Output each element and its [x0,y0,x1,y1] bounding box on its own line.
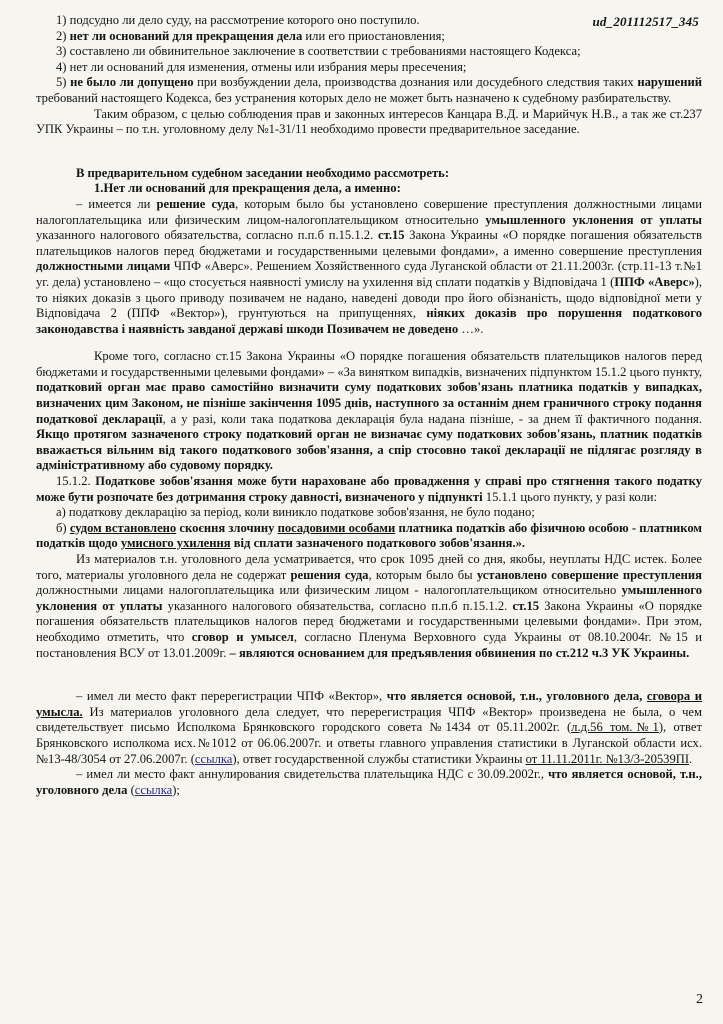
checklist-item-5: 5) не было ли допущено при возбуждении дела, производства дознания или досудебного следствия таких нарушений требований настоящего Кодекса, без устранения которых дело не может быть назначено к судебному разбирательству. [36,75,702,105]
section-heading: В предварительном судебном заседании необходимо рассмотреть: [76,165,450,180]
paragraph-reregistration: – имел ли место факт перерегистрации ЧПФ «Вектор», что является основой, т.н., уголовного дела, сговора и умысла. Из материалов уголовного дела следует, что перерегистрация ЧПФ «Вектор» произведена не была, о чем свидетельствует письмо Исполкома Брянковского городского совета №1434 от 05.11.2002г. (л.д.56 том.№1), ответ Брянковского исполкома исх.№1012 от 06.06.2007г. и ответы главного управления статистики в Луганской области исх.№13-48/3054 от 27.06.2007г. (ссылка), ответ государственной службы статистики Украины от 11.11.2011г. №13/3-20539ПІ. [36,689,702,766]
statistics-reference: от 11.11.2011г. №13/3-20539ПІ [525,751,690,766]
reference-link-2[interactable]: ссылка [134,782,173,797]
checklist-item-4: 4) нет ли оснований для изменения, отмены или избрания меры пресечения; [56,59,467,74]
paragraph-court-decision: – имеется ли решение суда, которым было бы установлено совершение преступления должностными лицами налогоплательщика или физическим лицом-налогоплательщиком относительно умышленного уклонения от уплаты указанного налогового обязательства, согласно п.п.б п.15.1.2. ст.15 Закона Украины «О порядке погашения обязательств плательщиков налогов перед бюджетами и государственными целевыми фондами», а именно совершение преступления должностными лицами ЧПФ «Аверс». Решением Хозяйственного суда Луганской области от 21.11.2003г. (стр.11-13 т.№1 уг. дела) установлено – «що стосується наявності умислу на ухилення від сплати податків у Відповідача 1 (ППФ «Аверс»), то ніяких доказів з цього приводу позивачем не надано, наведені доводи про його обізнаність, щодо відповідної мети у Відповідача 2 (ППФ «Вектор»), грунтуються на припущеннях, ніяких доказів про порушення податкового законодавства і наявність завданої державі шкоди Позивачем не доведено …». [36,196,702,336]
paragraph-case-materials: Из материалов т.н. уголовного дела усматривается, что срок 1095 дней со дня, якобы, неуплаты НДС истек. Более того, материалы уголовного дела не содержат решения суда, которым было бы установлено совершение преступления должностными лицами налогоплательщика или физическим лицом - налогоплательщиком относительно умышленного уклонения от уплаты указанного налогового обязательства, согласно п.п.б п.15.1.2. ст.15 Закона Украины «О порядке погашения обязательств плательщиков налогов перед бюджетами и государственными целевыми фондами». При этом, необходимо отметить, что сговор и умысел, согласно Пленума Верховного суда Украины от 08.10.2004г. №15 и постановления ВСУ от 13.01.2009г. – являются основанием для предъявления обвинения по ст.212 ч.3 УК Украины. [36,552,702,660]
paragraph-item-a: а) податкову декларацію за період, коли виникло податкове зобов'язання, не було подано; [56,505,535,520]
sub-heading: 1.Нет ли оснований для прекращения дела, а именно: [94,181,401,196]
page-number: 2 [696,992,703,1007]
paragraph-law-article-15: Кроме того, согласно ст.15 Закона Украины «О порядке погашения обязательств плательщиков налогов перед бюджетами и государственными целевыми фондами» – «За винятком випадків, визначених підпунктом 15.1.2 цього пункту, податковий орган має право самостійно визначити суму податкових зобов'язань платника податків у випадках, визначених цим Законом, не пізніше закінчення 1095 днів, наступного за останнім днем граничного строку подання податкової декларації, а у разі, коли така податкова декларація була надана пізніше, - за днем її фактичного подання. Якщо протягом зазначеного строку податковий орган не визначає суму податкових зобов'язань, платник податків вважається вільним від такого податкового зобов'язання, а спір стосовно такої декларації не підлягає розгляду в адміністративному або судовому порядку. [36,349,703,473]
checklist-item-1: 1) подсудно ли дело суду, на рассмотрение которого оно поступило. [56,13,420,27]
paragraph-vat-annulment: – имел ли место факт аннулирования свидетельства плательщика НДС с 30.09.2002г., что является основой, т.н., уголовного дела (ссылка); [36,767,702,797]
case-file-reference: л.д.56 том.№1 [571,720,659,735]
document-body [36,13,702,798]
checklist-item-3: 3) составлено ли обвинительное заключение в соответствии с требованиями настоящего Кодекса; [56,44,581,59]
reference-link-1[interactable]: ссылка [194,751,233,766]
paragraph-15-1-2: 15.1.2. Податкове зобов'язання може бути нараховане або провадження у справі про стягнення такого податку може бути розпочате без дотримання строку давності, визначеного у підпункті 15.1.1 цього пункту, у разі коли: [36,474,702,504]
conclusion-paragraph: Таким образом, с целью соблюдения прав и законных интересов Канцара В.Д. и Марийчук Н.В., а так же ст.237 УПК Украины – по т.н. уголовному делу №1-31/11 необходимо провести предварительное заседание. [36,106,702,137]
document-id: ud_201112517_345 [592,14,699,29]
checklist-item-2: 2) нет ли оснований для прекращения дела или его приостановления; [56,28,445,43]
paragraph-item-b: б) судом встановлено скоєння злочину посадовими особами платника податків або фізичною особою - платником податків щодо умисного ухилення від сплати зазначеного податкового зобов'язання.». [36,520,702,551]
